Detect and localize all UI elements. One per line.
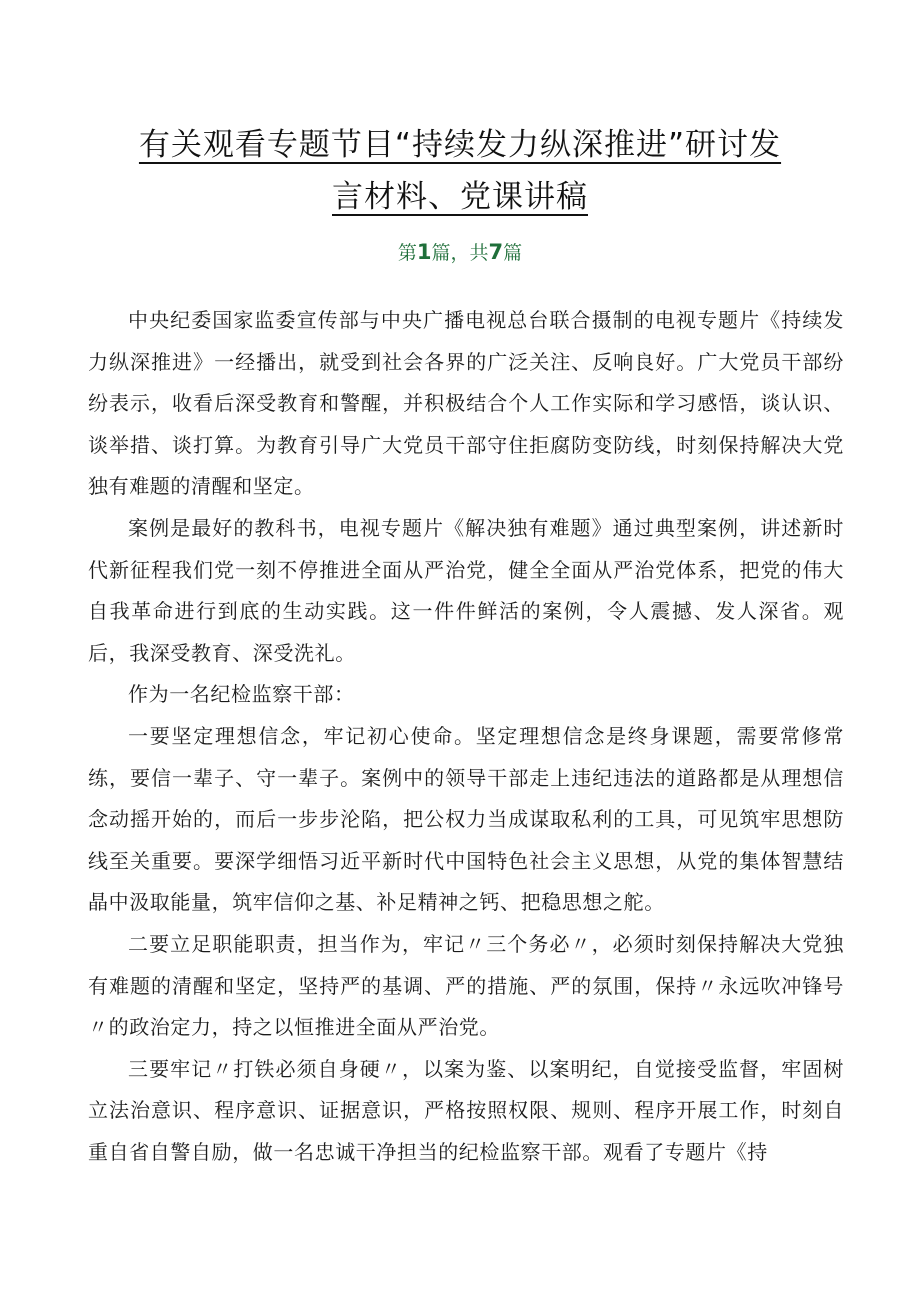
document-title-line-1: 有关观看专题节目“持续发力纵深推进”研讨发 [138, 127, 782, 163]
section-counter-total: 7 [488, 240, 504, 264]
document-body [88, 300, 844, 1173]
paragraph-point-three: 三要牢记〃打铁必须自身硬〃，以案为鉴、以案明纪，自觉接受监督，牢固树立法治意识、程序意识、证据意识，严格按照权限、规则、程序开展工作，时刻自重自省自警自励，做一名忠诚干净担当的纪检监察干部。观看了专题片《持 [88, 1056, 844, 1164]
section-counter [0, 238, 920, 265]
section-counter-middle: 篇，共 [431, 242, 489, 264]
paragraph-point-one: 一要坚定理想信念，牢记初心使命。坚定理想信念是终身课题，需要常修常练，要信一辈子、守一辈子。案例中的领导干部走上违纪违法的道路都是从理想信念动摇开始的，而后一步步沦陷，把公权力当成谋取私利的工具，可见筑牢思想防线至关重要。要深学细悟习近平新时代中国特色社会主义思想，从党的集体智慧结晶中汲取能量，筑牢信仰之基、补足精神之钙、把稳思想之舵。 [88, 723, 844, 915]
paragraph-intro: 中央纪委国家监委宣传部与中央广播电视总台联合摄制的电视专题片《持续发力纵深推进》一经播出，就受到社会各界的广泛关注、反响良好。广大党员干部纷纷表示，收看后深受教育和警醒，并积极结合个人工作实际和学习感悟，谈认识、谈举措、谈打算。为教育引导广大党员干部守住拒腐防变防线，时刻保持解决大党独有难题的清醒和坚定。 [88, 308, 844, 499]
section-counter-prefix: 第 [397, 242, 417, 264]
paragraph-point-two: 二要立足职能职责，担当作为，牢记〃三个务必〃，必须时刻保持解决大党独有难题的清醒和坚定，坚持严的基调、严的措施、严的氛围，保持〃永远吹冲锋号〃的政治定力，持之以恒推进全面从严治党。 [88, 931, 844, 1040]
section-counter-current: 1 [416, 240, 432, 264]
document-title-line-2: 言材料、党课讲稿 [332, 179, 588, 215]
paragraph-case-study: 案例是最好的教科书，电视专题片《解决独有难题》通过典型案例，讲述新时代新征程我们党一刻不停推进全面从严治党，健全全面从严治党体系，把党的伟大自我革命进行到底的生动实践。这一件件鲜活的案例，令人震撼、发人深省。观后，我深受教育、深受洗礼。 [88, 515, 844, 665]
paragraph-role-lead: 作为一名纪检监察干部： [128, 682, 355, 707]
section-counter-suffix: 篇 [503, 242, 523, 264]
